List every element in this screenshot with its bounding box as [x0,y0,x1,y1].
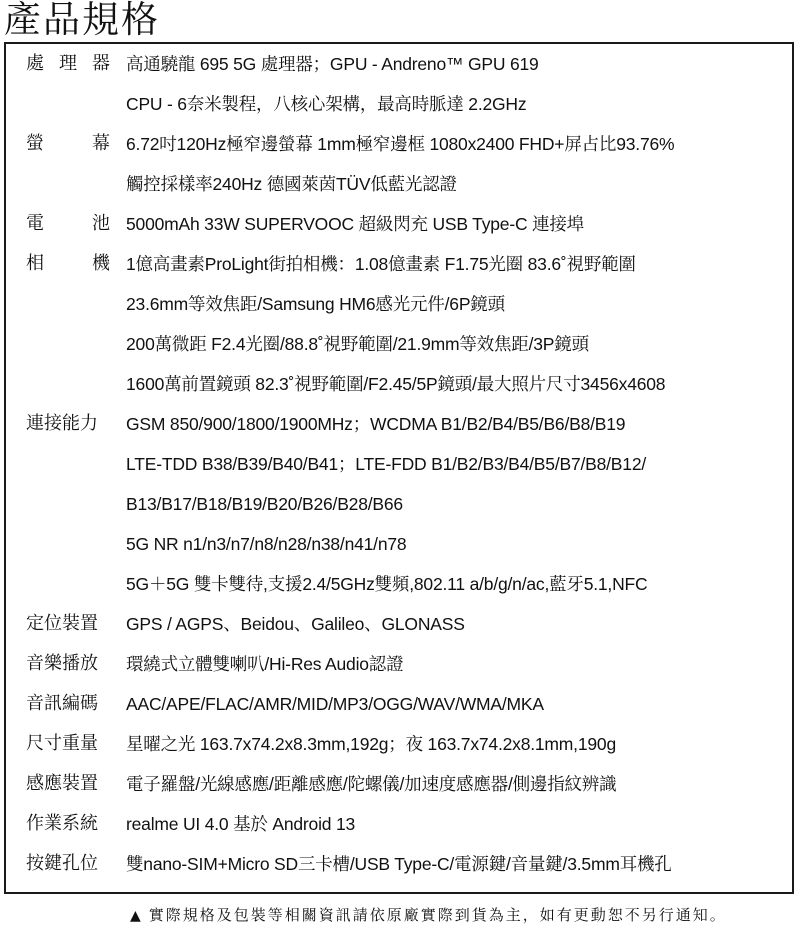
spec-row [6,604,792,644]
spec-value-line: 電子羅盤/光線感應/距離感應/陀螺儀/加速度感應器/側邊指紋辨識 [126,774,617,794]
spec-label-char: 感應裝置 [26,773,98,794]
footnote [130,898,727,933]
spec-value-line: 雙nano-SIM+Micro SD三卡槽/USB Type-C/電源鍵/音量鍵/3.5mm耳機孔 [126,854,672,874]
spec-row [6,44,792,124]
spec-label [26,124,110,164]
footnote-text: 實際規格及包裝等相關資訊請依原廠實際到貨為主，如有更動恕不另行通知。 [148,906,727,924]
spec-label-char: 定位裝置 [26,613,98,634]
spec-row [6,124,792,204]
spec-label-char: 池 [92,213,110,234]
spec-label [26,684,110,724]
spec-label-char: 機 [92,253,110,274]
spec-label [26,644,110,684]
spec-value-line: 23.6mm等效焦距/Samsung HM6感光元件/6P鏡頭 [126,294,505,314]
spec-label-char: 處 [26,53,44,74]
page-title: 產品規格 [4,0,160,41]
spec-label-char: 按鍵孔位 [26,853,98,874]
spec-label [26,804,110,844]
spec-label [26,844,110,884]
spec-label [26,44,110,84]
spec-label [26,404,110,444]
spec-label-char: 作業系統 [26,813,98,834]
spec-value-line: B13/B17/B18/B19/B20/B26/B28/B66 [126,494,403,514]
spec-row [6,644,792,684]
spec-value-line: 200萬微距 F2.4光圈/88.8˚視野範圍/21.9mm等效焦距/3P鏡頭 [126,334,589,354]
spec-label-char: 理 [59,53,77,74]
spec-value-line: realme UI 4.0 基於 Android 13 [126,814,356,834]
spec-value-line: 5000mAh 33W SUPERVOOC 超級閃充 USB Type-C 連接埠 [126,214,584,234]
spec-value-line: GSM 850/900/1800/1900MHz；WCDMA B1/B2/B4/B5/B6/B8/B19 [126,414,626,434]
spec-label-char: 尺寸重量 [26,733,98,754]
spec-label [26,764,110,804]
spec-value-line: GPS / AGPS、Beidou、Galileo、GLONASS [126,614,465,634]
spec-label-char: 幕 [92,133,110,154]
spec-value-line: 5G＋5G 雙卡雙待,支援2.4/5GHz雙頻,802.11 a/b/g/n/ac,藍牙5.1,NFC [126,574,648,594]
spec-label [26,204,110,244]
spec-row [6,244,792,404]
spec-value-line: 1億高畫素ProLight街拍相機：1.08億畫素 F1.75光圈 83.6˚視野範圍 [126,254,636,274]
spec-label-char: 連接能力 [26,413,98,434]
spec-label-char: 音訊編碼 [26,693,98,714]
spec-row [6,804,792,844]
spec-label-char: 電 [26,213,44,234]
spec-label-char: 器 [92,53,110,74]
spec-label [26,724,110,764]
spec-value-line: 5G NR n1/n3/n7/n8/n28/n38/n41/n78 [126,534,407,554]
spec-row [6,204,792,244]
spec-value-line: 6.72吋120Hz極窄邊螢幕 1mm極窄邊框 1080x2400 FHD+屏占比93.76% [126,134,675,154]
spec-value-line: 高通驍龍 695 5G 處理器；GPU - Andreno™ GPU 619 [126,54,539,74]
spec-value-line: 星曜之光 163.7x74.2x8.3mm,192g；夜 163.7x74.2x8.1mm,190g [126,734,616,754]
spec-value-line: LTE-TDD B38/B39/B40/B41；LTE-FDD B1/B2/B3/B4/B5/B7/B8/B12/ [126,454,647,474]
spec-label [26,244,110,284]
spec-table [4,42,794,894]
spec-row [6,764,792,804]
spec-label [26,604,110,644]
spec-label-char: 螢 [26,133,44,154]
triangle-icon: ▲ [130,908,143,924]
spec-row [6,404,792,604]
spec-label-char: 音樂播放 [26,653,98,674]
spec-row [6,724,792,764]
spec-row [6,844,792,884]
spec-value-line: CPU - 6奈米製程，八核心架構，最高時脈達 2.2GHz [126,94,527,114]
spec-value-line: 觸控採樣率240Hz 德國萊茵TÜV低藍光認證 [126,174,457,194]
spec-label-char: 相 [26,253,44,274]
spec-value-line: AAC/APE/FLAC/AMR/MID/MP3/OGG/WAV/WMA/MKA [126,694,544,714]
spec-row [6,684,792,724]
spec-value-line: 環繞式立體雙喇叭/Hi-Res Audio認證 [126,654,404,674]
spec-value-line: 1600萬前置鏡頭 82.3˚視野範圍/F2.45/5P鏡頭/最大照片尺寸3456x4608 [126,374,666,394]
